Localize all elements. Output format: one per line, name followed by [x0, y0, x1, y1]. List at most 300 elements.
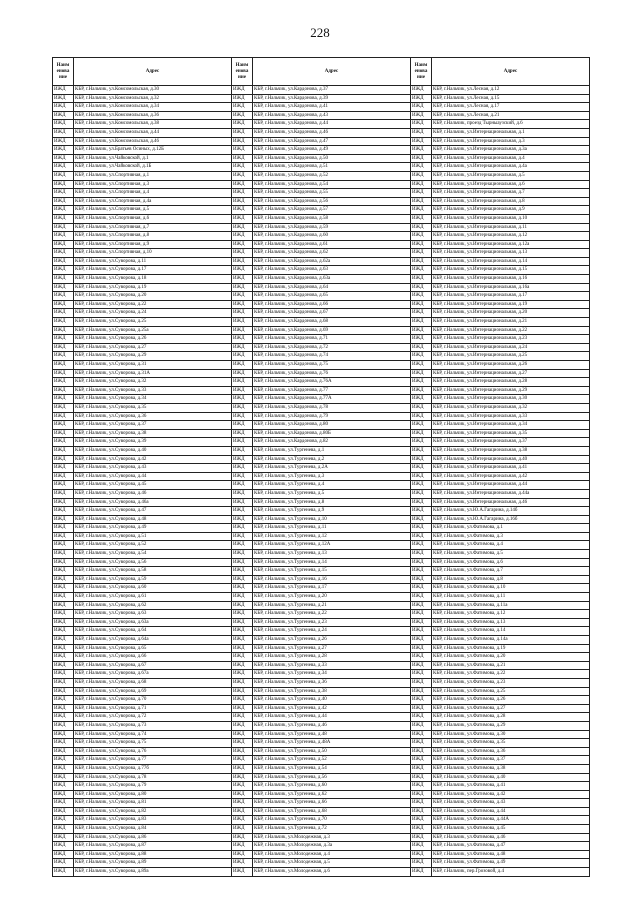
cell-address: КБР, г.Нальчик, ул.Кардонова, д.63а	[253, 275, 411, 284]
table-row	[53, 257, 590, 266]
cell-address: КБР, г.Нальчик, ул.Интернациональная, д.30	[432, 395, 590, 404]
cell-name: ИЖД	[411, 249, 432, 258]
cell-name: ИЖД	[53, 498, 74, 507]
cell-address: КБР, г.Нальчик, ул.Спортивная, д.7	[74, 223, 232, 232]
table-row	[53, 515, 590, 524]
cell-address: КБР, г.Нальчик, ул.Интернациональная, д.34	[432, 421, 590, 430]
cell-name: ИЖД	[232, 807, 253, 816]
cell-name: ИЖД	[232, 292, 253, 301]
cell-name: ИЖД	[53, 240, 74, 249]
cell-name: ИЖД	[53, 292, 74, 301]
cell-address: КБР, г.Нальчик, ул.Фатимова, д.14а	[432, 636, 590, 645]
table-row	[53, 489, 590, 498]
cell-address: КБР, г.Нальчик, ул.Тургенева, д.23	[253, 618, 411, 627]
cell-name: ИЖД	[53, 137, 74, 146]
cell-address: КБР, г.Нальчик, ул.Суворова, д.45	[74, 481, 232, 490]
cell-address: КБР, г.Нальчик, ул.Тургенева, д.68	[253, 807, 411, 816]
cell-name: ИЖД	[53, 687, 74, 696]
cell-name: ИЖД	[53, 790, 74, 799]
cell-address: КБР, г.Нальчик, ул.Кардонова, д.55	[253, 189, 411, 198]
cell-name: ИЖД	[53, 352, 74, 361]
cell-name: ИЖД	[53, 489, 74, 498]
cell-name: ИЖД	[53, 146, 74, 155]
cell-address: КБР, г.Нальчик, ул.Комсомольская, д.34	[74, 103, 232, 112]
cell-name: ИЖД	[232, 326, 253, 335]
cell-address: КБР, г.Нальчик, ул.Интернациональная, д.6	[432, 180, 590, 189]
cell-address: КБР, г.Нальчик, ул.Тургенева, д.66	[253, 799, 411, 808]
cell-name: ИЖД	[232, 163, 253, 172]
cell-address: КБР, г.Нальчик, ул.Фатимова, д.12	[432, 610, 590, 619]
cell-address: КБР, г.Нальчик, ул.Суворова, д.59	[74, 575, 232, 584]
cell-address: КБР, г.Нальчик, ул.Суворова, д.77	[74, 756, 232, 765]
table-row	[53, 653, 590, 662]
table-row	[53, 214, 590, 223]
cell-address: КБР, г.Нальчик, ул.Тургенева, д.60	[253, 782, 411, 791]
cell-address: КБР, г.Нальчик, ул.Интернациональная, д.32	[432, 403, 590, 412]
cell-name: ИЖД	[53, 816, 74, 825]
cell-name: ИЖД	[53, 438, 74, 447]
cell-address: КБР, г.Нальчик, ул.Тургенева, д.26	[253, 636, 411, 645]
cell-name: ИЖД	[53, 842, 74, 851]
cell-address: КБР, г.Нальчик, ул.Интернациональная, д.29	[432, 386, 590, 395]
cell-address: КБР, г.Нальчик, ул.Фатимова, д.8	[432, 575, 590, 584]
cell-address: КБР, г.Нальчик, ул.Фатимова, д.49	[432, 859, 590, 868]
cell-name: ИЖД	[53, 361, 74, 370]
cell-name: ИЖД	[232, 678, 253, 687]
cell-name: ИЖД	[411, 189, 432, 198]
cell-name: ИЖД	[411, 773, 432, 782]
cell-address: КБР, г.Нальчик, ул.Суворова, д.29	[74, 352, 232, 361]
cell-name: ИЖД	[232, 240, 253, 249]
cell-address: КБР, г.Нальчик, ул.Спортивная, д.3	[74, 180, 232, 189]
cell-name: ИЖД	[232, 197, 253, 206]
cell-name: ИЖД	[232, 618, 253, 627]
cell-name: ИЖД	[232, 429, 253, 438]
cell-address: КБР, г.Нальчик, ул.Лесная, д.12	[432, 86, 590, 95]
cell-name: ИЖД	[411, 524, 432, 533]
cell-name: ИЖД	[53, 550, 74, 559]
cell-address: КБР, г.Нальчик, ул.Фатимова, д.29	[432, 721, 590, 730]
table-row	[53, 558, 590, 567]
cell-name: ИЖД	[232, 773, 253, 782]
cell-address: КБР, г.Нальчик, ул.Интернациональная, д.20	[432, 309, 590, 318]
cell-name: ИЖД	[53, 610, 74, 619]
cell-address: КБР, г.Нальчик, ул.Фатимова, д.41	[432, 782, 590, 791]
cell-name: ИЖД	[232, 266, 253, 275]
cell-name: ИЖД	[232, 489, 253, 498]
table-row	[53, 825, 590, 834]
table-row	[53, 403, 590, 412]
cell-address: КБР, г.Нальчик, ул.Суворова, д.56	[74, 558, 232, 567]
cell-address: КБР, г.Нальчик, ул.Кардонова, д.65	[253, 292, 411, 301]
cell-address: КБР, г.Нальчик, ул.Тургенева, д.46	[253, 721, 411, 730]
cell-name: ИЖД	[232, 636, 253, 645]
cell-address: КБР, г.Нальчик, ул.Суворова, д.32	[74, 378, 232, 387]
table-row	[53, 309, 590, 318]
cell-name: ИЖД	[53, 584, 74, 593]
table-row	[53, 567, 590, 576]
cell-address: КБР, г.Нальчик, ул.Интернациональная, д.7	[432, 189, 590, 198]
table-row	[53, 352, 590, 361]
cell-address: КБР, г.Нальчик, ул.Интернациональная, д.44	[432, 481, 590, 490]
cell-name: ИЖД	[411, 704, 432, 713]
table-row	[53, 283, 590, 292]
cell-name: ИЖД	[232, 507, 253, 516]
cell-name: ИЖД	[411, 721, 432, 730]
cell-address: КБР, г.Нальчик, ул.Суворова, д.27	[74, 343, 232, 352]
cell-address: КБР, г.Нальчик, ул.Комсомольская, д.38	[74, 120, 232, 129]
cell-address: КБР, г.Нальчик, ул.Кардонова, д.69	[253, 326, 411, 335]
cell-address: КБР, г.Нальчик, ул.Интернациональная, д.15	[432, 266, 590, 275]
cell-name: ИЖД	[232, 687, 253, 696]
cell-name: ИЖД	[411, 644, 432, 653]
cell-address: КБР, г.Нальчик, ул.Фатимова, д.14	[432, 627, 590, 636]
cell-address: КБР, г.Нальчик, ул.Суворова, д.68	[74, 678, 232, 687]
cell-name: ИЖД	[53, 421, 74, 430]
cell-name: ИЖД	[411, 636, 432, 645]
cell-address: КБР, г.Нальчик, ул.Интернациональная, д.8	[432, 197, 590, 206]
cell-address: КБР, г.Нальчик, ул.Кардонова, д.77А	[253, 395, 411, 404]
cell-address: КБР, г.Нальчик, ул.Суворова, д.63	[74, 610, 232, 619]
cell-address: КБР, г.Нальчик, ул.Интернациональная, д.5	[432, 171, 590, 180]
table-row	[53, 189, 590, 198]
cell-name: ИЖД	[232, 206, 253, 215]
cell-name: ИЖД	[232, 395, 253, 404]
cell-address: КБР, г.Нальчик, ул.Кардонова, д.63	[253, 266, 411, 275]
table-row	[53, 326, 590, 335]
cell-address: КБР, г.Нальчик, ул.Интернациональная, д.1	[432, 128, 590, 137]
cell-name: ИЖД	[53, 232, 74, 241]
cell-address: КБР, г.Нальчик, ул.Кардонова, д.79	[253, 412, 411, 421]
cell-address: КБР, г.Нальчик, ул.Кардонова, д.50	[253, 154, 411, 163]
cell-address: КБР, г.Нальчик, ул.Тургенева, д.2А	[253, 464, 411, 473]
cell-name: ИЖД	[53, 189, 74, 198]
cell-name: ИЖД	[232, 232, 253, 241]
cell-address: КБР, г.Нальчик, ул.Лесная, д.17	[432, 103, 590, 112]
cell-name: ИЖД	[411, 541, 432, 550]
cell-address: КБР, г.Нальчик, ул.Интернациональная, д.23	[432, 335, 590, 344]
cell-name: ИЖД	[232, 627, 253, 636]
cell-address: КБР, г.Нальчик, ул.Суворова, д.60	[74, 584, 232, 593]
cell-name: ИЖД	[232, 421, 253, 430]
cell-name: ИЖД	[232, 790, 253, 799]
cell-address: КБР, г.Нальчик, ул.Кардонова, д.37	[253, 86, 411, 95]
cell-address: КБР, г.Нальчик, ул.Интернациональная, д.14	[432, 257, 590, 266]
cell-name: ИЖД	[53, 120, 74, 129]
cell-name: ИЖД	[53, 395, 74, 404]
table-row	[53, 275, 590, 284]
cell-address: КБР, г.Нальчик, ул.Кардонова, д.56	[253, 197, 411, 206]
cell-address: КБР, г.Нальчик, ул.Суворова, д.58	[74, 567, 232, 576]
cell-name: ИЖД	[411, 421, 432, 430]
cell-name: ИЖД	[232, 86, 253, 95]
cell-name: ИЖД	[232, 154, 253, 163]
cell-name: ИЖД	[53, 859, 74, 868]
table-row	[53, 627, 590, 636]
cell-address: КБР, г.Нальчик, ул.Суворова, д.36	[74, 412, 232, 421]
cell-address: КБР, г.Нальчик, ул.Тургенева, д.15	[253, 567, 411, 576]
cell-name: ИЖД	[232, 300, 253, 309]
page-number: 228	[310, 25, 330, 40]
cell-address: КБР, г.Нальчик, ул.Кардонова, д.39	[253, 94, 411, 103]
cell-address: КБР, г.Нальчик, ул.Кардонова, д.44	[253, 120, 411, 129]
cell-name: ИЖД	[53, 713, 74, 722]
table-row	[53, 644, 590, 653]
table-row	[53, 584, 590, 593]
cell-address: КБР, г.Нальчик, ул.Кардонова, д.47	[253, 137, 411, 146]
table-row	[53, 361, 590, 370]
cell-name: ИЖД	[411, 412, 432, 421]
cell-name: ИЖД	[411, 575, 432, 584]
cell-name: ИЖД	[411, 498, 432, 507]
cell-address: КБР, г.Нальчик, ул.Тургенева, д.70	[253, 816, 411, 825]
cell-address: КБР, г.Нальчик, ул.Интернациональная, д.13	[432, 249, 590, 258]
cell-name: ИЖД	[411, 807, 432, 816]
cell-address: КБР, г.Нальчик, ул.Интернациональная, д.40	[432, 455, 590, 464]
table-row	[53, 636, 590, 645]
table-row	[53, 661, 590, 670]
cell-address: КБР, г.Нальчик, ул.Суворова, д.54	[74, 550, 232, 559]
cell-name: ИЖД	[232, 833, 253, 842]
cell-address: КБР, г.Нальчик, ул.Спортивная, д.4	[74, 189, 232, 198]
table-row	[53, 163, 590, 172]
cell-name: ИЖД	[411, 292, 432, 301]
cell-address: КБР, г.Нальчик, ул.Тургенева, д.40	[253, 696, 411, 705]
table-body	[53, 86, 590, 877]
cell-address: КБР, г.Нальчик, ул.Суворова, д.65	[74, 644, 232, 653]
cell-address: КБР, г.Нальчик, ул.Фатимова, д.10	[432, 584, 590, 593]
cell-name: ИЖД	[411, 756, 432, 765]
table-row	[53, 446, 590, 455]
cell-name: ИЖД	[53, 747, 74, 756]
cell-address: КБР, г.Нальчик, ул.Фатимова, д.44	[432, 807, 590, 816]
cell-address: КБР, г.Нальчик, ул.Кардонова, д.61	[253, 240, 411, 249]
cell-name: ИЖД	[411, 197, 432, 206]
cell-address: КБР, г.Нальчик, ул.Кардонова, д.58	[253, 214, 411, 223]
cell-name: ИЖД	[53, 575, 74, 584]
cell-address: КБР, г.Нальчик, ул.Суворова, д.31А	[74, 369, 232, 378]
table-row	[53, 550, 590, 559]
cell-name: ИЖД	[53, 799, 74, 808]
cell-address: КБР, г.Нальчик, ул.Фатимова, д.48	[432, 850, 590, 859]
cell-name: ИЖД	[411, 300, 432, 309]
cell-address: КБР, г.Нальчик, ул.Комсомольская, д.36	[74, 111, 232, 120]
cell-address: КБР, г.Нальчик, ул.Кардонова, д.76А	[253, 378, 411, 387]
cell-address: КБР, г.Нальчик, ул.Суворова, д.25	[74, 318, 232, 327]
cell-address: КБР, г.Нальчик, ул.Суворова, д.43	[74, 464, 232, 473]
cell-address: КБР, г.Нальчик, ул.Интернациональная, д.9	[432, 206, 590, 215]
cell-address: КБР, г.Нальчик, ул.Тургенева, д.50	[253, 747, 411, 756]
cell-address: КБР, г.Нальчик, проезд Тырныаузский, д.6	[432, 120, 590, 129]
table-row	[53, 687, 590, 696]
cell-address: КБР, г.Нальчик, ул.Кардонова, д.62а	[253, 257, 411, 266]
cell-address: КБР, г.Нальчик, ул.Суворова, д.46	[74, 489, 232, 498]
cell-name: ИЖД	[232, 764, 253, 773]
cell-name: ИЖД	[53, 403, 74, 412]
table-row	[53, 111, 590, 120]
cell-address: КБР, г.Нальчик, ул.Фатимова, д.43	[432, 799, 590, 808]
table-row	[53, 842, 590, 851]
cell-address: КБР, г.Нальчик, ул.Тургенева, д.48	[253, 730, 411, 739]
cell-address: КБР, г.Нальчик, ул.Фатимова, д.28	[432, 713, 590, 722]
cell-name: ИЖД	[53, 833, 74, 842]
cell-name: ИЖД	[232, 567, 253, 576]
cell-address: КБР, г.Нальчик, ул.Фатимова, д.7	[432, 567, 590, 576]
cell-address: КБР, г.Нальчик, ул.Спортивная, д.5	[74, 206, 232, 215]
cell-name: ИЖД	[53, 730, 74, 739]
cell-address: КБР, г.Нальчик, ул.Интернациональная, д.4а	[432, 163, 590, 172]
cell-name: ИЖД	[411, 687, 432, 696]
cell-address: КБР, г.Нальчик, ул.Тургенева, д.8	[253, 498, 411, 507]
cell-address: КБР, г.Нальчик, ул.Тургенева, д.17	[253, 584, 411, 593]
cell-address: КБР, г.Нальчик, ул.Кардонова, д.54	[253, 180, 411, 189]
cell-address: КБР, г.Нальчик, ул.Фатимова, д.6	[432, 558, 590, 567]
cell-name: ИЖД	[232, 361, 253, 370]
cell-name: ИЖД	[232, 137, 253, 146]
table-row	[53, 575, 590, 584]
cell-address: КБР, г.Нальчик, ул.Интернациональная, д.44а	[432, 489, 590, 498]
cell-address: КБР, г.Нальчик, ул.Кардонова, д.76	[253, 369, 411, 378]
cell-name: ИЖД	[411, 670, 432, 679]
cell-address: КБР, г.Нальчик, ул.Кардонова, д.41	[253, 103, 411, 112]
cell-address: КБР, г.Нальчик, ул.Суворова, д.64	[74, 627, 232, 636]
address-table	[52, 57, 590, 877]
cell-address: КБР, г.Нальчик, ул.Кардонова, д.59	[253, 223, 411, 232]
table-row	[53, 318, 590, 327]
cell-name: ИЖД	[411, 532, 432, 541]
cell-name: ИЖД	[411, 713, 432, 722]
cell-address: КБР, г.Нальчик, ул.Суворова, д.89а	[74, 868, 232, 877]
table-row	[53, 532, 590, 541]
cell-name: ИЖД	[53, 825, 74, 834]
cell-address: КБР, г.Нальчик, ул.Кардонова, д.82	[253, 438, 411, 447]
cell-name: ИЖД	[232, 403, 253, 412]
cell-address: КБР, г.Нальчик, ул.Фатимова, д.47	[432, 842, 590, 851]
cell-name: ИЖД	[232, 464, 253, 473]
cell-name: ИЖД	[411, 343, 432, 352]
cell-address: КБР, г.Нальчик, ул.Тургенева, д.52	[253, 756, 411, 765]
cell-name: ИЖД	[232, 850, 253, 859]
cell-name: ИЖД	[53, 704, 74, 713]
cell-address: КБР, г.Нальчик, ул.Тургенева, д.20	[253, 593, 411, 602]
cell-address: КБР, г.Нальчик, ул.Тургенева, д.38	[253, 687, 411, 696]
cell-address: КБР, г.Нальчик, ул.Кардонова, д.64	[253, 283, 411, 292]
cell-name: ИЖД	[232, 515, 253, 524]
cell-name: ИЖД	[53, 627, 74, 636]
cell-name: ИЖД	[232, 730, 253, 739]
cell-address: КБР, г.Нальчик, ул.Тургенева, д.62	[253, 790, 411, 799]
cell-name: ИЖД	[232, 558, 253, 567]
cell-address: КБР, г.Нальчик, ул.Тургенева, д.2	[253, 455, 411, 464]
column-header-name: Наим енова ние	[53, 58, 74, 86]
cell-name: ИЖД	[411, 214, 432, 223]
cell-name: ИЖД	[232, 257, 253, 266]
cell-address: КБР, г.Нальчик, ул.Интернациональная, д.25	[432, 352, 590, 361]
cell-address: КБР, г.Нальчик, ул.Кардонова, д.60	[253, 232, 411, 241]
cell-address: КБР, г.Нальчик, ул.Суворова, д.26	[74, 335, 232, 344]
cell-address: КБР, г.Нальчик, ул.Фатимова, д.19	[432, 644, 590, 653]
cell-address: КБР, г.Нальчик, ул.Суворова, д.34	[74, 395, 232, 404]
cell-address: КБР, г.Нальчик, пер.Грозовой, д.4	[432, 868, 590, 877]
cell-name: ИЖД	[53, 197, 74, 206]
cell-name: ИЖД	[411, 515, 432, 524]
cell-name: ИЖД	[411, 747, 432, 756]
cell-address: КБР, г.Нальчик, ул.Фатимова, д.1	[432, 524, 590, 533]
cell-name: ИЖД	[232, 94, 253, 103]
cell-name: ИЖД	[53, 171, 74, 180]
cell-name: ИЖД	[232, 550, 253, 559]
cell-name: ИЖД	[411, 171, 432, 180]
cell-name: ИЖД	[232, 799, 253, 808]
table-row	[53, 120, 590, 129]
cell-name: ИЖД	[411, 103, 432, 112]
cell-name: ИЖД	[411, 627, 432, 636]
cell-address: КБР, г.Нальчик, ул.Фатимова, д.21	[432, 661, 590, 670]
table-row	[53, 94, 590, 103]
cell-name: ИЖД	[411, 395, 432, 404]
cell-address: КБР, г.Нальчик, ул.Интернациональная, д.10	[432, 214, 590, 223]
cell-address: КБР, г.Нальчик, ул.Кардонова, д.80Б	[253, 429, 411, 438]
table-row	[53, 395, 590, 404]
cell-name: ИЖД	[232, 171, 253, 180]
cell-address: КБР, г.Нальчик, ул.Тургенева, д.22	[253, 610, 411, 619]
cell-name: ИЖД	[53, 782, 74, 791]
cell-address: КБР, г.Нальчик, ул.Суворова, д.61	[74, 593, 232, 602]
cell-address: КБР, г.Нальчик, ул.Тургенева, д.12	[253, 532, 411, 541]
table-row	[53, 249, 590, 258]
cell-address: КБР, г.Нальчик, ул.Кардонова, д.67	[253, 309, 411, 318]
cell-name: ИЖД	[53, 532, 74, 541]
cell-name: ИЖД	[232, 275, 253, 284]
table-row	[53, 859, 590, 868]
cell-name: ИЖД	[411, 833, 432, 842]
cell-name: ИЖД	[53, 378, 74, 387]
table-row	[53, 713, 590, 722]
cell-address: КБР, г.Нальчик, ул.Фатимова, д.3	[432, 532, 590, 541]
cell-address: КБР, г.Нальчик, ул.Тургенева, д.44	[253, 713, 411, 722]
cell-address: КБР, г.Нальчик, ул.Суворова, д.25а	[74, 326, 232, 335]
cell-name: ИЖД	[411, 163, 432, 172]
cell-address: КБР, г.Нальчик, ул.Тургенева, д.11	[253, 524, 411, 533]
cell-address: КБР, г.Нальчик, ул.Спортивная, д.9	[74, 240, 232, 249]
cell-name: ИЖД	[232, 472, 253, 481]
cell-name: ИЖД	[53, 678, 74, 687]
cell-address: КБР, г.Нальчик, ул.Фатимова, д.22	[432, 670, 590, 679]
cell-name: ИЖД	[411, 154, 432, 163]
cell-name: ИЖД	[53, 94, 74, 103]
cell-name: ИЖД	[232, 721, 253, 730]
cell-address: КБР, г.Нальчик, ул.Суворова, д.87	[74, 842, 232, 851]
cell-address: КБР, г.Нальчик, ул.Молодежная, д.4	[253, 850, 411, 859]
cell-address: КБР, г.Нальчик, ул.Фатимова, д.36	[432, 747, 590, 756]
cell-name: ИЖД	[53, 739, 74, 748]
cell-address: КБР, г.Нальчик, ул.Фатимова, д.38	[432, 764, 590, 773]
cell-name: ИЖД	[232, 601, 253, 610]
cell-name: ИЖД	[232, 378, 253, 387]
cell-address: КБР, г.Нальчик, ул.Фатимова, д.37	[432, 756, 590, 765]
cell-name: ИЖД	[411, 678, 432, 687]
table-row	[53, 386, 590, 395]
cell-name: ИЖД	[53, 343, 74, 352]
cell-name: ИЖД	[411, 610, 432, 619]
table-row	[53, 154, 590, 163]
cell-address: КБР, г.Нальчик, ул.Чайковской, д.1	[74, 154, 232, 163]
cell-address: КБР, г.Нальчик, ул.Суворова, д.46а	[74, 498, 232, 507]
cell-address: КБР, г.Нальчик, ул.Интернациональная, д.16а	[432, 283, 590, 292]
cell-name: ИЖД	[53, 335, 74, 344]
cell-name: ИЖД	[53, 653, 74, 662]
cell-name: ИЖД	[53, 618, 74, 627]
